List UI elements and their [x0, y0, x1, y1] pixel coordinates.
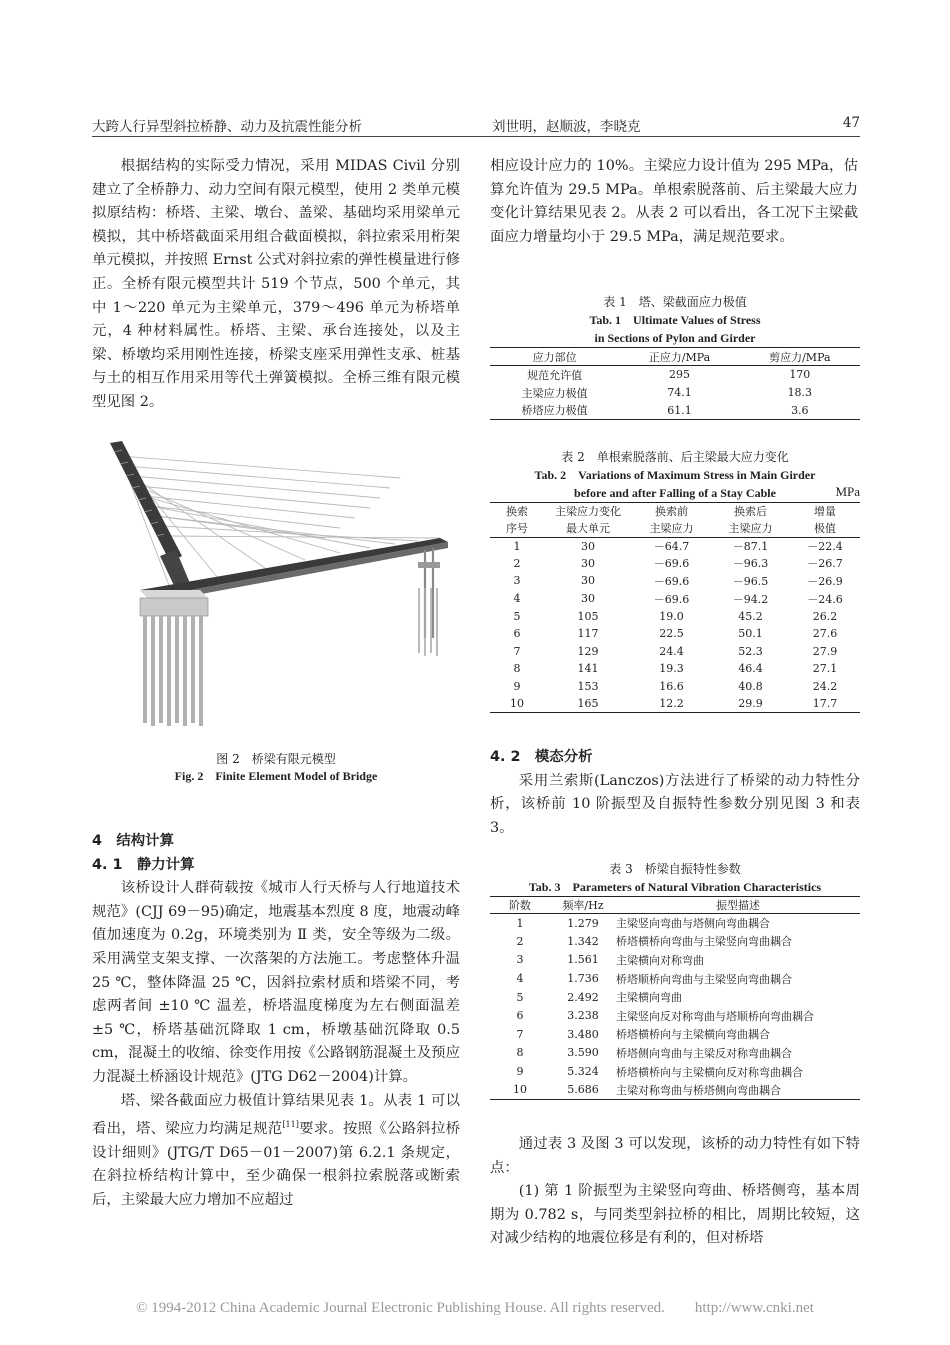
right-bottom-text: [490, 1133, 860, 1251]
table-row: 10 165 12.2 29.9 17.7: [510, 697, 838, 711]
page-number: 47: [842, 115, 860, 131]
table-row: 3 1.561 主梁横向对称弯曲: [516, 953, 704, 967]
table-row: 1 30 －64.7 －87.1 －22.4: [513, 539, 843, 554]
table-row: 桥塔应力极值 61.1 3.6: [521, 403, 809, 418]
table-1-caption-en-2: in Sections of Pylon and Girder: [594, 331, 756, 345]
copyright-footer: © 1994-2012 China Academic Journal Electronic Publishing House. All rights reserved. http://www.cnki.net: [136, 1300, 814, 1316]
section-4-1-heading: 4. 1 静力计算: [92, 856, 195, 873]
table-2: [490, 448, 860, 713]
header-authors: 刘世明，赵顺波，李晓克: [492, 119, 641, 135]
table-row: 9 153 16.6 40.8 24.2: [513, 680, 838, 694]
table-1-header: 正应力/MPa: [619, 348, 739, 366]
section-4-2: [490, 746, 860, 840]
paragraph: 相应设计应力的 10%。主梁应力设计值为 295 MPa，估算允许值为 29.5 MPa。单根索脱落前、后主梁最大应力变化计算结果见表 2。从表 2 可以看出，各工况下主梁截面应力增量均小于 29.5 MPa，满足规范要求。: [490, 158, 858, 245]
figure-2-image: [100, 438, 465, 738]
table-row: 9 5.324 桥塔横桥向与主梁横向反对称弯曲耦合: [516, 1065, 803, 1079]
table-2-caption-cn: 表 2 单根索脱落前、后主梁最大应力变化: [561, 450, 789, 464]
right-top-text: [490, 155, 858, 249]
paragraph: 采用兰索斯(Lanczos)方法进行了桥梁的动力特性分析，该桥前 10 阶振型及自振特性参数分别见图 3 和表 3。: [490, 772, 860, 836]
paragraph: (1) 第 1 阶振型为主梁竖向弯曲、桥塔侧弯，基本周期为 0.782 s，与同类型斜拉桥的相比，周期比较短，这对减少结构的地震位移是有利的，但对桥塔: [490, 1183, 860, 1247]
table-row: 10 5.686 主梁对称弯曲与桥塔侧向弯曲耦合: [513, 1083, 781, 1097]
table-row: 6 3.238 主梁竖向反对称弯曲与塔顺桥向弯曲耦合: [516, 1009, 814, 1023]
paragraph: 通过表 3 及图 3 可以发现，该桥的动力特性有如下特点：: [490, 1136, 860, 1176]
table-row: 6 117 22.5 50.1 27.6: [513, 627, 838, 641]
table-2-unit: MPa: [835, 484, 860, 499]
bridge-model-illustration: [100, 438, 465, 738]
table-3-grid: 阶数 频率/Hz 振型描述 1 1.279 主梁竖向弯曲与塔侧向弯曲耦合 2 1.342 桥塔横桥向弯曲与主梁竖向弯曲耦合 3 1.561 主梁横向对称弯曲 4 1.736 桥塔顺桥向弯曲与主梁竖向弯曲耦合 5 2.492 主梁横向弯曲 6 3.238 主梁竖向反对称弯曲与塔顺桥向弯曲耦合 7 3.480 桥塔横桥向与主梁横向弯曲耦合 8 3.590 桥塔侧向弯曲与主梁反对称弯曲耦合 9 5.324 桥塔横桥向与主梁横向反对称弯曲耦合 10 5.686 主梁对称弯曲与桥塔侧向弯曲耦合: [490, 896, 860, 1100]
table-row: 7 129 24.4 52.3 27.9: [513, 644, 838, 658]
table-row: 5 105 19.0 45.2 26.2: [513, 609, 838, 623]
table-row: 2 30 －69.6 －96.3 －26.7: [513, 556, 843, 571]
table-row: 7 3.480 桥塔横桥向与主梁横向弯曲耦合: [516, 1027, 770, 1042]
table-row: 4 1.736 桥塔顺桥向弯曲与主梁竖向弯曲耦合: [516, 972, 792, 986]
table-row: 3 30 －69.6 －96.5 －26.9: [513, 574, 843, 588]
table-1-header: 应力部位: [490, 348, 619, 366]
section-4-heading: 4 结构计算: [92, 833, 174, 849]
table-3-caption-en: Tab. 3 Parameters of Natural Vibration Characteristics: [528, 880, 822, 894]
table-2-caption-en-1: Tab. 2 Variations of Maximum Stress in Main Girder: [534, 468, 816, 482]
table-row: 主梁应力极值 74.1 18.3: [521, 386, 813, 400]
table-row: 4 30 －69.6 －94.2 －24.6: [513, 592, 843, 606]
table-row: 8 3.590 桥塔侧向弯曲与主梁反对称弯曲耦合: [516, 1046, 792, 1060]
table-2-caption-en-2: before and after Falling of a Stay Cable: [574, 486, 776, 500]
table-1-grid: [490, 347, 860, 420]
header-title: 大跨人行异型斜拉桥静、动力及抗震性能分析: [92, 119, 362, 135]
section-4-2-heading: 4. 2 模态分析: [490, 749, 593, 765]
citation-ref: [11]: [282, 1120, 299, 1130]
figure-2-caption-en: Fig. 2 Finite Element Model of Bridge: [174, 769, 378, 783]
left-top-text: [92, 155, 460, 415]
paragraph: 塔、梁各截面应力极值计算结果见表 1。从表 1 可以看出，塔、梁应力均满足规范[11]要求。按照《公路斜拉桥设计细则》(JTG/T D65－01－2007)第 6.2.1 条规定，在斜拉桥结构计算中，至少确保一根斜拉索脱落或断索后，主梁最大应力增加不应超过: [92, 1092, 460, 1208]
running-header: [92, 115, 860, 137]
paragraph: 根据结构的实际受力情况，采用 MIDAS Civil 分别建立了全桥静力、动力空间有限元模型，使用 2 类单元模拟原结构：桥塔、主梁、墩台、盖梁、基础均采用梁单元模拟，其中桥塔截面采用组合截面模拟，斜拉索采用桁架单元模拟，并按照 Ernst 公式对斜拉索的弹性模量进行修正。全桥有限元模型共计 519 个节点，500 个单元，其中 1～220 单元为主梁单元，379～496 单元为桥塔单元，4 种材料属性。桥塔、主梁、承台连接处，以及主梁、桥墩均采用刚性连接，桥梁支座采用弹性支承、桩基与土的相互作用采用等代土弹簧模拟。全桥三维有限元模型见图 2。: [92, 158, 460, 410]
table-3: [490, 860, 860, 1100]
table-row: 规范允许值 295 170: [527, 368, 811, 382]
figure-2-caption-cn: 图 2 桥梁有限元模型: [216, 752, 336, 766]
paragraph: 该桥设计人群荷载按《城市人行天桥与人行地道技术规范》(CJJ 69－95)确定，地震基本烈度 8 度，地震动峰值加速度为 0.2g，环境类别为 Ⅱ 类，安全等级为二级。采用满堂支架支撑、一次落架的方法施工。考虑整体升温 25 ℃，整体降温 25 ℃，因斜拉索材质和塔梁不同，考虑两者间 ±10 ℃ 温差，桥塔温度梯度为左右侧面温差 ±5 ℃，桥塔基础沉降取 1 cm，桥墩基础沉降取 0.5 cm，混凝土的收缩、徐变作用按《公路钢筋混凝土及预应力混凝土桥涵设计规范》(JTG D62－2004)计算。: [92, 880, 460, 1085]
table-2-grid: 换索 主梁应力变化 换索前 换索后 增量 序号 最大单元 主梁应力 主梁应力 极值 1 30 －64.7 －87.1 －22.4 2 30 －69.6 －96.3 －26.7 3 30 －69.6 －96.5 －26.9 4 30 －69.6 －94.2 －24.6 5 105 19.0 45.2 26.2 6 117 22.5 50.1 27.6 7 129 24.4 52.3 27.9 8 141 19.3 46.4 27.1 9 153 16.6 40.8 24.2 10 165 12.2 29.9 17.7: [490, 502, 860, 713]
table-1-caption-en-1: Tab. 1 Ultimate Values of Stress: [589, 313, 761, 327]
table-1-caption-cn: 表 1 塔、梁截面应力极值: [603, 295, 747, 309]
section-4: [92, 830, 460, 1212]
table-row: 2 1.342 桥塔横桥向弯曲与主梁竖向弯曲耦合: [516, 934, 792, 949]
header-rule: [92, 136, 860, 137]
table-3-caption-cn: 表 3 桥梁自振特性参数: [609, 862, 741, 876]
table-row: 1 1.279 主梁竖向弯曲与塔侧向弯曲耦合: [516, 916, 770, 931]
table-row: 5 2.492 主梁横向弯曲: [516, 990, 682, 1005]
table-1-header: 剪应力/MPa: [740, 348, 860, 366]
table-row: 8 141 19.3 46.4 27.1: [513, 662, 838, 676]
table-1: [490, 293, 860, 420]
